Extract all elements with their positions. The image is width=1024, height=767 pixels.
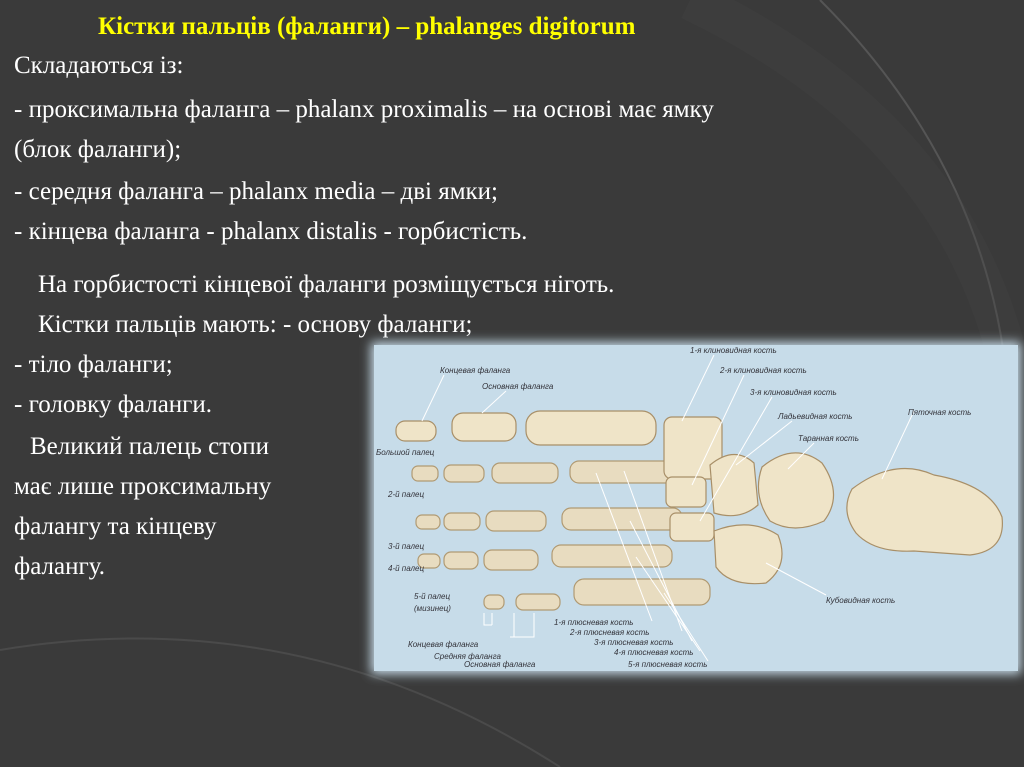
slide-title: Кістки пальців (фаланги) – phalanges digitorum bbox=[98, 13, 636, 40]
cuneiform-2-bone bbox=[666, 477, 706, 507]
label-bottom-middle: Средняя фаланга bbox=[434, 652, 501, 661]
talus-bone bbox=[758, 453, 833, 528]
label-metatarsal-2: 2-я плюсневая кость bbox=[570, 628, 650, 637]
cuboid-bone bbox=[714, 525, 782, 584]
label-navicular: Ладьевидная кость bbox=[778, 412, 853, 421]
text-line-block: (блок фаланги); bbox=[14, 136, 182, 163]
label-cuneiform-1: 1-я клиновидная кость bbox=[690, 346, 777, 355]
text-line-distal: - кінцева фаланга - phalanx distalis - горбистість. bbox=[14, 218, 528, 245]
text-line-consists: Складаються із: bbox=[14, 52, 184, 79]
label-toe-2: 2-й палец bbox=[388, 490, 425, 499]
big-toe-distal-phalanx bbox=[396, 421, 436, 441]
calcaneus-bone bbox=[847, 469, 1003, 555]
label-toe-5b: (мизинец) bbox=[414, 604, 451, 613]
toe-5-phalanx-b bbox=[516, 594, 560, 610]
big-toe-proximal-phalanx bbox=[452, 413, 516, 441]
label-talus: Таранная кость bbox=[798, 434, 859, 443]
cuneiform-3-bone bbox=[670, 513, 714, 541]
text-line-middle: - середня фаланга – phalanx media – дві ямки; bbox=[14, 178, 498, 205]
label-main-phalanx: Основная фаланга bbox=[482, 382, 554, 391]
label-metatarsal-1: 1-я плюсневая кость bbox=[554, 618, 634, 627]
toe-2-distal-phalanx bbox=[412, 466, 438, 481]
toe-4-middle-phalanx bbox=[444, 552, 478, 569]
navicular-bone bbox=[710, 454, 758, 515]
leader-main bbox=[482, 391, 506, 413]
label-cuneiform-3: 3-я клиновидная кость bbox=[750, 388, 837, 397]
text-line-body: - тіло фаланги; bbox=[14, 351, 173, 378]
leader-cuneiform-1 bbox=[682, 355, 714, 421]
label-metatarsal-5: 5-я плюсневая кость bbox=[628, 660, 708, 669]
leader-toe-5-brackets bbox=[484, 613, 534, 637]
toe-2-middle-phalanx bbox=[444, 465, 484, 482]
leader-cuboid bbox=[766, 563, 826, 595]
toe-3-middle-phalanx bbox=[444, 513, 480, 530]
label-toe-3: 3-й палец bbox=[388, 542, 425, 551]
text-line-big-toe: Великий палець стопи bbox=[30, 433, 270, 460]
text-line-parts: Кістки пальців мають: - основу фаланги; bbox=[38, 311, 473, 338]
metatarsal-3 bbox=[562, 508, 682, 530]
text-line-has-only: має лише проксимальну bbox=[14, 473, 272, 500]
foot-bones-figure bbox=[374, 345, 1018, 671]
label-metatarsal-4: 4-я плюсневая кость bbox=[614, 648, 694, 657]
leader-terminal bbox=[422, 375, 444, 421]
label-metatarsal-3: 3-я плюсневая кость bbox=[594, 638, 674, 647]
label-big-toe: Большой палец bbox=[376, 448, 435, 457]
toe-2-proximal-phalanx bbox=[492, 463, 558, 483]
text-line-proximal: - проксимальна фаланга – phalanx proximalis – на основі має ямку bbox=[14, 96, 714, 123]
foot-bones-illustration bbox=[374, 345, 1018, 671]
label-calcaneus: Пяточная кость bbox=[908, 408, 972, 417]
label-bottom-main: Основная фаланга bbox=[464, 660, 536, 669]
text-line-nail: На горбистості кінцевої фаланги розміщується ніготь. bbox=[38, 271, 615, 298]
label-cuboid: Кубовидная кость bbox=[826, 596, 896, 605]
metatarsal-4 bbox=[552, 545, 672, 567]
text-line-phalanx-end: фалангу. bbox=[14, 553, 105, 580]
label-toe-4: 4-й палец bbox=[388, 564, 425, 573]
label-cuneiform-2: 2-я клиновидная кость bbox=[720, 366, 807, 375]
label-terminal-phalanx: Концевая фаланга bbox=[440, 366, 511, 375]
metatarsal-1 bbox=[526, 411, 656, 445]
label-bottom-terminal: Концевая фаланга bbox=[408, 640, 479, 649]
metatarsal-5 bbox=[574, 579, 710, 605]
text-line-head: - головку фаланги. bbox=[14, 391, 213, 418]
toe-4-proximal-phalanx bbox=[484, 550, 538, 570]
text-line-phalanx: фалангу та кінцеву bbox=[14, 513, 217, 540]
toe-5-phalanx-a bbox=[484, 595, 504, 609]
toe-3-proximal-phalanx bbox=[486, 511, 546, 531]
toe-3-distal-phalanx bbox=[416, 515, 440, 529]
label-toe-5a: 5-й палец bbox=[414, 592, 451, 601]
